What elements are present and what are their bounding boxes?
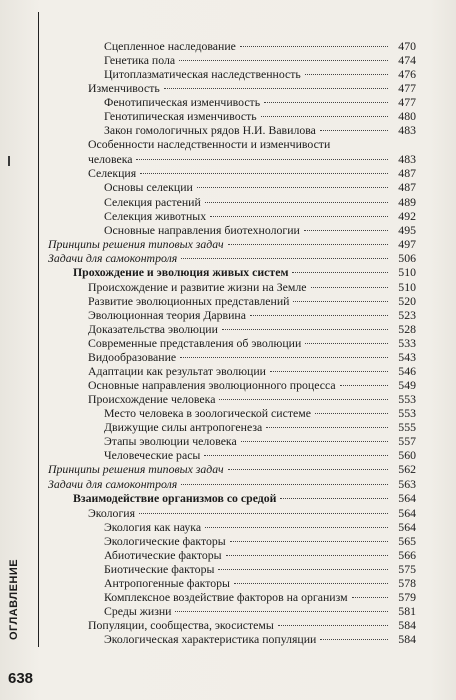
dot-leader [352, 597, 388, 598]
dot-leader [136, 159, 388, 160]
toc-entry [88, 281, 416, 294]
toc-entry-page: 553 [398, 406, 416, 421]
toc-entry [104, 224, 416, 237]
toc-entry-page: 584 [398, 632, 416, 647]
toc-entry-page: 546 [398, 364, 416, 379]
toc-entry-page: 564 [398, 505, 416, 520]
toc-entry-page: 562 [398, 462, 416, 477]
toc-entry-title: Основные направления биотехнологии [104, 222, 300, 237]
toc-entry-title: Среды жизни [104, 603, 172, 618]
toc-entry-title: Происхождение человека [88, 392, 216, 407]
toc-entry-page: 487 [398, 180, 416, 195]
toc-entry-title: Антропогенные факторы [104, 575, 230, 590]
toc-entry [104, 563, 416, 576]
toc-entry-title: Эволюционная теория Дарвина [88, 307, 246, 322]
toc-entry-title: Развитие эволюционных представлений [88, 293, 290, 308]
toc-entry [48, 252, 416, 265]
dot-leader [222, 329, 388, 330]
toc-entry-page: 549 [398, 378, 416, 393]
toc-entry-page: 563 [398, 476, 416, 491]
toc-entry-page: 520 [398, 293, 416, 308]
toc-entry [48, 463, 416, 476]
toc-entry-title: человека [88, 152, 133, 167]
toc-entry [88, 619, 416, 632]
dot-leader [240, 46, 388, 47]
dot-leader [234, 583, 388, 584]
toc-entry [104, 535, 416, 548]
toc-entry-title: Изменчивость [88, 81, 160, 96]
toc-entry [88, 295, 416, 308]
dot-leader [241, 441, 388, 442]
dot-leader [140, 173, 388, 174]
toc-entry [88, 393, 416, 406]
toc-entry [73, 492, 416, 505]
toc-entry-page: 480 [398, 109, 416, 124]
side-label: ОГЛАВЛЕНИЕ [8, 558, 20, 640]
toc-entry-title: Основы селекции [104, 180, 193, 195]
toc-entry-title: Абиотические факторы [104, 547, 222, 562]
dot-leader [340, 385, 388, 386]
page-number: 638 [8, 670, 34, 687]
dot-leader [261, 116, 388, 117]
dot-leader [264, 102, 388, 103]
toc-entry-page: 575 [398, 561, 416, 576]
toc-entry-title: Экологическая характеристика популяции [104, 632, 317, 647]
dot-leader [320, 639, 388, 640]
toc-entry-title: Взаимодействие организмов со средой [73, 491, 277, 506]
toc-entry [104, 633, 416, 646]
dot-leader [179, 60, 388, 61]
dot-leader [228, 469, 388, 470]
toc-entry [104, 124, 416, 137]
toc-entry [88, 309, 416, 322]
dot-leader [228, 244, 388, 245]
toc-entry-page: 543 [398, 350, 416, 365]
toc-entry-page: 477 [398, 95, 416, 110]
toc-entry-page: 506 [398, 250, 416, 265]
toc-entry-title: Место человека в зоологической системе [104, 406, 311, 421]
toc-entry-page: 470 [398, 39, 416, 53]
toc-entry-page: 497 [398, 236, 416, 251]
toc-entry-page: 565 [398, 533, 416, 548]
toc-entry-page: 557 [398, 434, 416, 449]
dot-leader [139, 513, 388, 514]
dot-leader [250, 315, 388, 316]
toc-entry [73, 266, 416, 279]
toc-entry-page: 510 [398, 265, 416, 280]
toc-entry-title: Селекция [88, 166, 137, 181]
dot-leader [218, 569, 388, 570]
toc-entry [88, 351, 416, 364]
toc-entry [88, 167, 416, 180]
toc-entry [104, 96, 416, 109]
toc-entry [104, 407, 416, 420]
toc-entry-page: 564 [398, 491, 416, 506]
dot-leader [315, 413, 388, 414]
toc-entry-title: Человеческие расы [104, 448, 201, 463]
toc-entry-title: Принципы решения типовых задач [48, 236, 224, 251]
toc-entry [104, 196, 416, 209]
toc-entry-title: Происхождение и развитие жизни на Земле [88, 279, 307, 294]
toc-entry-title: Биотические факторы [104, 561, 215, 576]
toc-entry [104, 54, 416, 67]
dot-leader [230, 541, 388, 542]
toc-entry-title: Генетика пола [104, 53, 176, 68]
toc-entry-title: Селекция растений [104, 194, 201, 209]
dot-leader [226, 555, 388, 556]
toc-entry-title: Закон гомологичных рядов Н.И. Вавилова [104, 123, 316, 138]
toc-entry [88, 365, 416, 378]
dot-leader [280, 498, 388, 499]
toc-entry-title-line1: Особенности наследственности и изменчивости [88, 137, 331, 152]
dot-leader [266, 427, 388, 428]
toc-entry-page: 523 [398, 307, 416, 322]
toc-entry-page: 489 [398, 194, 416, 209]
toc-entry-title: Доказательства эволюции [88, 321, 218, 336]
toc-entry-page: 584 [398, 618, 416, 632]
dot-leader [293, 301, 388, 302]
toc-entry-page: 566 [398, 547, 416, 562]
dot-leader [311, 287, 389, 288]
dot-leader [164, 88, 388, 89]
toc-entry-page: 581 [398, 603, 416, 618]
dot-leader [320, 130, 388, 131]
toc-entry-title: Принципы решения типовых задач [48, 462, 224, 477]
dot-leader [197, 187, 388, 188]
dot-leader [304, 230, 388, 231]
toc-entry [104, 577, 416, 590]
dot-leader [270, 371, 388, 372]
toc-entry-title: Сцепленное наследование [104, 39, 236, 53]
toc-entry-page: 528 [398, 321, 416, 336]
toc-entry [104, 210, 416, 223]
toc-entry-title: Видообразование [88, 350, 177, 365]
toc-entry-title: Генотипическая изменчивость [104, 109, 257, 124]
toc-entry [48, 238, 416, 251]
toc-entry-title: Популяции, сообщества, экосистемы [88, 618, 274, 632]
dot-leader [305, 74, 388, 75]
toc-entry [104, 181, 416, 194]
toc-entry-page: 564 [398, 519, 416, 534]
dot-leader [278, 625, 388, 626]
toc-entry-title: Комплексное воздействие факторов на организм [104, 589, 348, 604]
dot-leader [180, 357, 388, 358]
dot-leader [210, 216, 388, 217]
toc-entry-page: 492 [398, 208, 416, 223]
toc-entry-page: 553 [398, 392, 416, 407]
toc-entry-page: 579 [398, 589, 416, 604]
toc-entry-page: 483 [398, 123, 416, 138]
toc-entry-title: Этапы эволюции человека [104, 434, 237, 449]
toc-entry-title: Адаптации как результат эволюции [88, 364, 266, 379]
dot-leader [305, 343, 388, 344]
toc-entry-title: Задачи для самоконтроля [48, 476, 178, 491]
toc-entry [48, 478, 416, 491]
toc-entry-page: 474 [398, 53, 416, 68]
dot-leader [205, 202, 388, 203]
toc-entry [88, 337, 416, 350]
toc-entry-page: 495 [398, 222, 416, 237]
toc-entry-title: Цитоплазматическая наследственность [104, 67, 301, 82]
dot-leader [181, 258, 388, 259]
toc-entry-page: 487 [398, 166, 416, 181]
toc-entry [104, 605, 416, 618]
toc-entry-title: Современные представления об эволюции [88, 336, 302, 350]
toc-entry-page: 477 [398, 81, 416, 96]
toc-entry [104, 68, 416, 81]
toc-entry [88, 379, 416, 392]
toc-entry-title: Прохождение и эволюция живых систем [73, 265, 289, 280]
toc-entry-title: Фенотипическая изменчивость [104, 95, 261, 110]
toc-entry [104, 110, 416, 123]
toc-entry [104, 591, 416, 604]
toc-entry [104, 549, 416, 562]
toc-entry-title: Экология [88, 505, 136, 520]
toc-entry-page: 560 [398, 448, 416, 463]
toc-entry [104, 421, 416, 434]
dot-leader [181, 484, 388, 485]
toc-entry-page: 510 [398, 279, 416, 294]
toc-entry [88, 153, 416, 166]
toc-entry [88, 82, 416, 95]
toc-entry [104, 449, 416, 462]
toc-entry [88, 507, 416, 520]
toc-entry-title: Экологические факторы [104, 533, 226, 548]
toc-entry-title: Основные направления эволюционного процесса [88, 378, 336, 393]
dot-leader [175, 611, 388, 612]
toc-entry-page: 476 [398, 67, 416, 82]
toc-entry [104, 40, 416, 53]
dot-leader [205, 527, 388, 528]
dot-leader [292, 272, 388, 273]
toc-entry-page: 555 [398, 420, 416, 435]
toc-entry-title: Экология как наука [104, 519, 202, 534]
toc-entry-title: Движущие силы антропогенеза [104, 420, 263, 435]
dot-leader [204, 455, 388, 456]
toc-entry-page: 533 [398, 336, 416, 350]
toc-entry [88, 323, 416, 336]
toc-entry-title: Задачи для самоконтроля [48, 250, 178, 265]
toc-entry [104, 435, 416, 448]
toc-entry-page: 483 [398, 152, 416, 167]
toc-entry [104, 521, 416, 534]
toc-entry-page: 578 [398, 575, 416, 590]
toc-entry-title: Селекция животных [104, 208, 207, 223]
dot-leader [219, 399, 388, 400]
